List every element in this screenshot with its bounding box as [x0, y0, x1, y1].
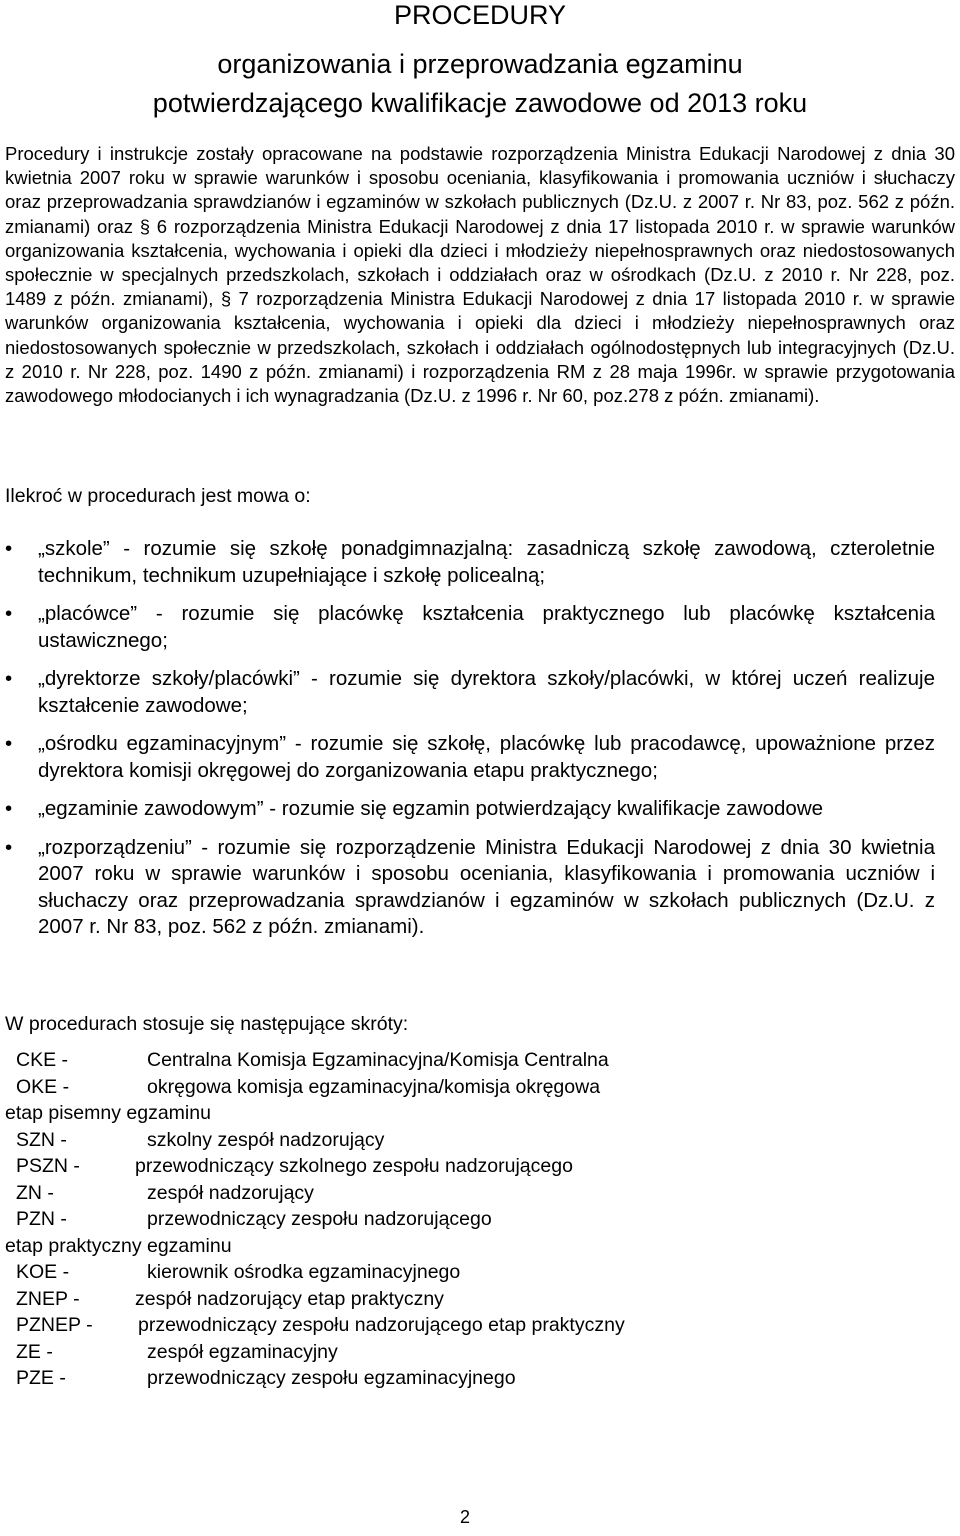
definition-item — [5, 835, 935, 941]
document-subtitle — [0, 45, 960, 123]
abbreviation-desc: przewodniczący zespołu nadzorującego etap praktyczny — [138, 1314, 625, 1336]
bullet-icon: • — [5, 732, 13, 755]
document-title: PROCEDURY — [393, 0, 567, 30]
abbreviation-code: ZNEP - — [16, 1287, 80, 1310]
abbreviation-row — [5, 1074, 905, 1101]
abbreviation-code: SZN - — [16, 1128, 67, 1151]
abbreviation-row — [5, 1180, 905, 1207]
abbreviation-code: PZE - — [16, 1367, 66, 1389]
abbreviation-row — [5, 1365, 905, 1392]
definition-term: „szkole” — [38, 537, 110, 560]
intro-paragraph: Procedury i instrukcje zostały opracowane na podstawie rozporządzenia Ministra Edukacji Narodowej z dnia 30 kwietnia 2007 roku w sprawie warunków i sposobu oceniania, klasyfikowania i promowania uczniów i słuchaczy oraz przeprowadzania sprawdzianów i egzaminów w szkołach publicznych (Dz.U. z 2007 r. Nr 83, poz. 562 z późn. zmianami) oraz § 6 rozporządzenia Ministra Edukacji Narodowej z dnia 17 listopada 2010 r. w sprawie warunków organizowania kształcenia, wychowania i opieki dla dzieci i młodzieży niepełnosprawnych oraz niedostosowanych społecznie w specjalnych przedszkolach, szkołach i oddziałach oraz w ośrodkach (Dz.U. z 2010 r. Nr 228, poz. 1489 z późn. zmianami), § 7 rozporządzenia Ministra Edukacji Narodowej z dnia 17 listopada 2010 r. w sprawie warunków organizowania kształcenia, wychowania i opieki dla dzieci i młodzieży niepełnosprawnych oraz niedostosowanych społecznie w przedszkolach, szkołach i oddziałach ogólnodostępnych lub integracyjnych (Dz.U. z 2010 r. Nr 228, poz. 1490 z późn. zmianami) i rozporządzenia RM z 28 maja 1996r. w sprawie przygotowania zawodowego młodocianych i ich wynagradzania (Dz.U. z 1996 r. Nr 60, poz.278 z późn. zmianami). — [5, 143, 955, 407]
bullet-icon: • — [5, 667, 13, 690]
abbreviations-list — [5, 1047, 905, 1392]
abbreviation-row — [5, 1339, 905, 1366]
bullet-icon: • — [5, 537, 13, 560]
abbreviation-row — [5, 1153, 905, 1180]
definition-term: „placówce” — [38, 602, 138, 625]
abbreviation-code: PZN - — [16, 1208, 67, 1230]
abbreviation-row — [5, 1259, 905, 1286]
definition-item — [5, 796, 935, 823]
definition-text: - rozumie się szkołę, placówkę lub pracodawcę, upoważnione przez dyrektora komisji okręgowej do zorganizowania etapu praktycznego; — [38, 732, 935, 782]
abbreviation-desc: okręgowa komisja egzaminacyjna/komisja okręgowa — [147, 1075, 601, 1098]
abbreviation-code: CKE - — [16, 1049, 69, 1071]
abbreviation-code: OKE - — [16, 1075, 70, 1098]
abbreviation-row — [5, 1286, 905, 1313]
abbreviation-code: KOE - — [16, 1261, 70, 1283]
bullet-icon: • — [5, 797, 13, 820]
definition-text: - rozumie się egzamin potwierdzający kwalifikacje zawodowe — [263, 797, 824, 820]
abbreviation-desc: przewodniczący zespołu egzaminacyjnego — [147, 1367, 516, 1389]
definition-term: „egzaminie zawodowym” — [38, 797, 264, 820]
definition-text: - rozumie się placówkę kształcenia praktycznego lub placówkę kształcenia ustawicznego; — [38, 602, 935, 652]
definitions-list — [5, 536, 935, 953]
abbreviation-row — [5, 1127, 905, 1154]
practical-stage-heading: etap praktyczny egzaminu — [5, 1234, 232, 1257]
abbreviation-desc: szkolny zespół nadzorujący — [147, 1128, 385, 1151]
abbreviation-code: ZE - — [16, 1340, 53, 1363]
definition-text: - rozumie się szkołę ponadgimnazjalną: zasadniczą szkołę zawodową, czteroletnie technikum, technikum uzupełniające i szkołę policealną; — [38, 537, 935, 587]
abbreviation-desc: zespół nadzorujący — [147, 1181, 314, 1204]
definition-item — [5, 601, 935, 654]
definition-term: „rozporządzeniu” — [38, 835, 192, 859]
abbreviation-desc: zespół nadzorujący etap praktyczny — [135, 1287, 444, 1310]
definition-item — [5, 536, 935, 589]
abbreviation-row — [5, 1312, 905, 1339]
abbreviation-desc: zespół egzaminacyjny — [147, 1340, 338, 1363]
abbreviation-desc: przewodniczący szkolnego zespołu nadzorującego — [135, 1155, 573, 1177]
subtitle-line-2: potwierdzającego kwalifikacje zawodowe od 2013 roku — [152, 88, 808, 118]
bullet-icon: • — [5, 602, 13, 625]
bullet-icon: • — [5, 835, 13, 859]
definition-text: - rozumie się rozporządzenie Ministra Edukacji Narodowej z dnia 30 kwietnia 2007 roku w sprawie warunków i sposobu oceniania, klasyfikowania i promowania uczniów i słuchaczy oraz przeprowadzania sprawdzianów i egzaminów w szkołach publicznych (Dz.U. z 2007 r. Nr 83, poz. 562 z późn. zmianami). — [38, 835, 935, 938]
subtitle-line-1: organizowania i przeprowadzania egzaminu — [217, 49, 743, 79]
abbreviation-row — [5, 1047, 905, 1074]
abbreviation-row — [5, 1206, 905, 1233]
page-number: 2 — [459, 1507, 470, 1527]
abbreviation-desc: przewodniczący zespołu nadzorującego — [147, 1208, 492, 1230]
definition-item — [5, 731, 935, 784]
definition-text: - rozumie się dyrektora szkoły/placówki, w której uczeń realizuje kształcenie zawodowe; — [38, 667, 935, 717]
definition-term: „ośrodku egzaminacyjnym” — [38, 732, 287, 755]
abbreviation-code: PSZN - — [16, 1155, 80, 1177]
definition-term: „dyrektorze szkoły/placówki” — [38, 667, 300, 690]
abbreviation-code: PZNEP - — [16, 1314, 93, 1336]
abbreviation-desc: Centralna Komisja Egzaminacyjna/Komisja Centralna — [147, 1049, 609, 1071]
definition-item — [5, 666, 935, 719]
definitions-lead: Ilekroć w procedurach jest mowa o: — [5, 485, 311, 507]
written-stage-heading: etap pisemny egzaminu — [5, 1102, 211, 1124]
abbreviation-code: ZN - — [16, 1181, 54, 1204]
abbreviation-desc: kierownik ośrodka egzaminacyjnego — [147, 1261, 461, 1283]
abbreviations-lead: W procedurach stosuje się następujące skróty: — [5, 1013, 409, 1035]
